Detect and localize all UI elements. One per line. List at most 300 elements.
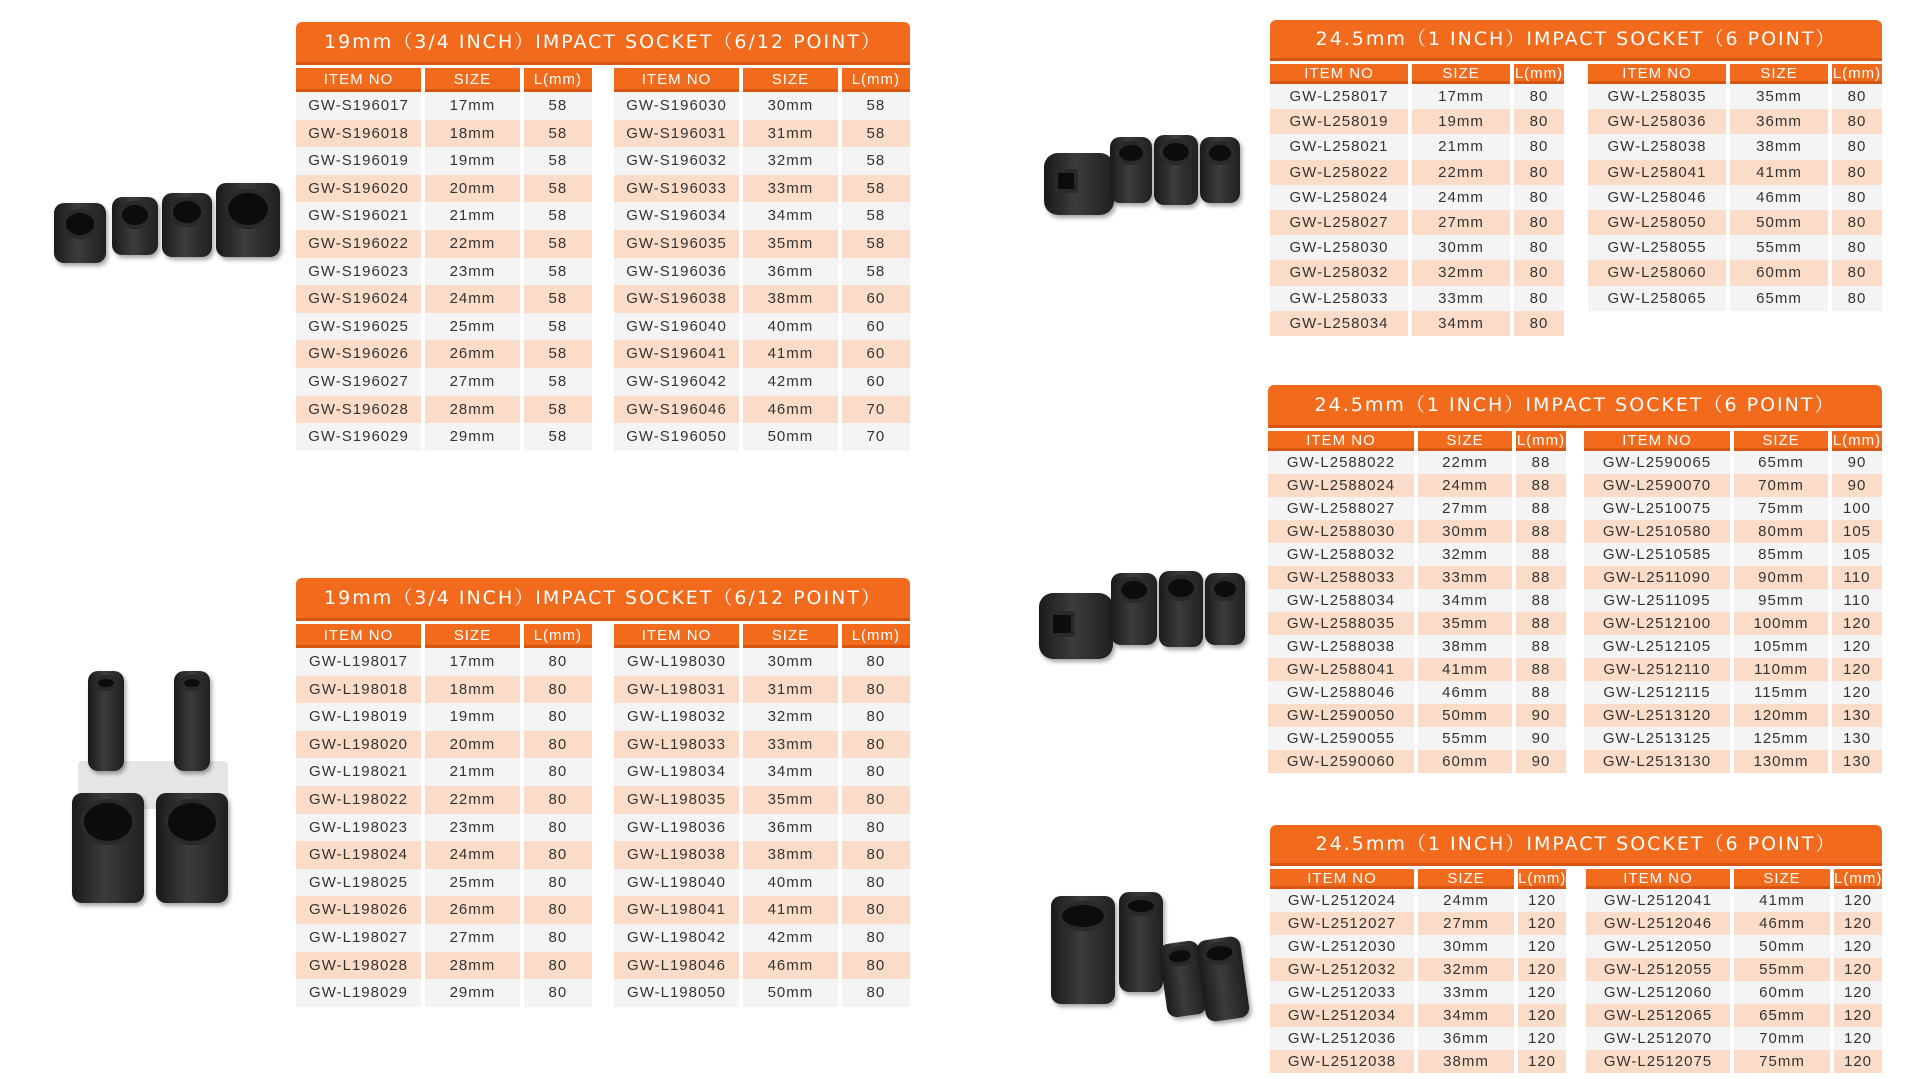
cell-size: 50mm (1730, 210, 1832, 235)
table-row (614, 814, 910, 842)
socket-hex-opening (1164, 575, 1198, 601)
table-row (1586, 912, 1882, 935)
table-row (1584, 451, 1882, 474)
cell-length: 88 (1516, 497, 1566, 520)
cell-length: 120 (1832, 658, 1882, 681)
cell-length: 110 (1832, 566, 1882, 589)
cell-length: 110 (1832, 589, 1882, 612)
cell-item-no: GW-S196042 (614, 368, 743, 396)
cell-size: 25mm (425, 313, 524, 341)
socket-image (88, 671, 124, 771)
column-header-size: SIZE (743, 624, 842, 648)
table-row (1584, 635, 1882, 658)
table-row (1268, 566, 1566, 589)
cell-item-no: GW-L258019 (1270, 109, 1412, 134)
socket-hex-opening (164, 799, 220, 845)
cell-item-no: GW-S196028 (296, 396, 425, 424)
section-title: 19mm（3/4 INCH）IMPACT SOCKET（6/12 POINT） (296, 578, 910, 618)
cell-length: 80 (524, 758, 592, 786)
column-header-length: L(mm) (1834, 870, 1883, 887)
cell-length: 88 (1516, 520, 1566, 543)
cell-item-no: GW-L198034 (614, 758, 743, 786)
cell-size: 65mm (1734, 1004, 1834, 1027)
cell-size: 32mm (1412, 260, 1514, 285)
cell-item-no: GW-L2511090 (1584, 566, 1734, 589)
cell-item-no: GW-L2512036 (1270, 1027, 1418, 1050)
cell-item-no: GW-L2512060 (1586, 981, 1734, 1004)
socket-hex-opening (80, 799, 136, 845)
cell-length: 80 (524, 952, 592, 980)
cell-size: 28mm (425, 952, 524, 980)
socket-hex-opening (1117, 577, 1151, 603)
cell-item-no: GW-L198023 (296, 814, 425, 842)
table-row (1586, 1004, 1882, 1027)
cell-item-no: GW-L2512046 (1586, 912, 1734, 935)
cell-size: 32mm (1418, 543, 1516, 566)
cell-item-no: GW-L2512034 (1270, 1004, 1418, 1027)
table-row (614, 648, 910, 676)
cell-size: 36mm (1418, 1027, 1518, 1050)
table-row (1268, 681, 1566, 704)
cell-length: 120 (1834, 935, 1882, 958)
cell-length: 80 (1514, 311, 1564, 336)
cell-size: 34mm (743, 202, 842, 230)
cell-size: 30mm (1412, 235, 1514, 260)
table-row (614, 175, 910, 203)
cell-length: 58 (524, 340, 592, 368)
cell-length: 90 (1516, 750, 1566, 773)
table-row (1270, 912, 1566, 935)
cell-item-no: GW-S196031 (614, 120, 743, 148)
cell-item-no: GW-S196040 (614, 313, 743, 341)
cell-size: 26mm (425, 340, 524, 368)
cell-item-no: GW-S196026 (296, 340, 425, 368)
cell-item-no: GW-L2512041 (1586, 889, 1734, 912)
cell-size: 32mm (743, 703, 842, 731)
cell-size: 19mm (425, 703, 524, 731)
cell-size: 100mm (1734, 612, 1832, 635)
table-header-row (614, 624, 910, 648)
table-row (1268, 497, 1566, 520)
column-header-length: L(mm) (842, 624, 910, 648)
spec-table (1270, 64, 1564, 336)
table-header-row (1268, 431, 1566, 451)
cell-item-no: GW-L2512050 (1586, 935, 1734, 958)
cell-length: 90 (1516, 704, 1566, 727)
cell-size: 26mm (425, 896, 524, 924)
cell-length: 80 (1832, 84, 1882, 109)
socket-hex-opening (62, 209, 98, 239)
cell-size: 24mm (1412, 185, 1514, 210)
cell-item-no: GW-S196041 (614, 340, 743, 368)
cell-length: 90 (1516, 727, 1566, 750)
cell-length: 120 (1518, 1027, 1566, 1050)
cell-length: 80 (842, 924, 910, 952)
cell-item-no: GW-L198042 (614, 924, 743, 952)
section-title: 24.5mm（1 INCH）IMPACT SOCKET（6 POINT） (1270, 825, 1882, 863)
cell-item-no: GW-L2588041 (1268, 658, 1418, 681)
table-row (614, 147, 910, 175)
cell-item-no: GW-L2510075 (1584, 497, 1734, 520)
cell-size: 29mm (425, 979, 524, 1007)
column-header-item: ITEM NO (1588, 64, 1730, 84)
table-row (1268, 612, 1566, 635)
cell-length: 70 (842, 396, 910, 424)
cell-size: 40mm (743, 869, 842, 897)
table-row (1270, 935, 1566, 958)
spec-section-l258 (1270, 20, 1882, 336)
cell-size: 38mm (1418, 1050, 1518, 1073)
column-header-size: SIZE (743, 68, 842, 92)
cell-item-no: GW-L2588024 (1268, 474, 1418, 497)
cell-size: 46mm (743, 952, 842, 980)
cell-length: 80 (524, 786, 592, 814)
cell-item-no: GW-L198050 (614, 979, 743, 1007)
column-header-length: L(mm) (524, 68, 592, 92)
cell-size: 60mm (1418, 750, 1516, 773)
table-row (1588, 235, 1882, 260)
cell-size: 28mm (425, 396, 524, 424)
cell-length: 80 (1514, 260, 1564, 285)
cell-length: 88 (1516, 451, 1566, 474)
section-tables (1270, 869, 1882, 1073)
cell-length: 80 (524, 979, 592, 1007)
cell-item-no: GW-S196025 (296, 313, 425, 341)
cell-item-no: GW-S196024 (296, 285, 425, 313)
cell-size: 36mm (743, 258, 842, 286)
table-row (1588, 109, 1882, 134)
cell-length: 120 (1518, 889, 1566, 912)
cell-length: 80 (842, 841, 910, 869)
table-row (296, 786, 592, 814)
table-row (1584, 704, 1882, 727)
table-row (1270, 134, 1564, 159)
table-row (1268, 451, 1566, 474)
socket-square-drive (1054, 169, 1078, 193)
table-row (1270, 260, 1564, 285)
socket-hex-opening (180, 675, 204, 691)
table-row (1584, 520, 1882, 543)
spec-table (296, 68, 592, 451)
cell-size: 35mm (1418, 612, 1516, 635)
cell-size: 30mm (1418, 935, 1518, 958)
cell-size: 130mm (1734, 750, 1832, 773)
table-header-row (1584, 431, 1882, 451)
socket-image (1044, 153, 1114, 215)
column-header-size: SIZE (1734, 869, 1834, 889)
cell-size: 33mm (1418, 981, 1518, 1004)
socket-image (162, 193, 212, 257)
cell-item-no: GW-L198022 (296, 786, 425, 814)
cell-length: 80 (1514, 84, 1564, 109)
cell-length: 88 (1516, 543, 1566, 566)
cell-item-no: GW-L2512030 (1270, 935, 1418, 958)
cell-size: 33mm (743, 731, 842, 759)
cell-item-no: GW-L2590060 (1268, 750, 1418, 773)
table-header-row (1588, 64, 1882, 84)
cell-item-no: GW-L2512032 (1270, 958, 1418, 981)
cell-length: 120 (1518, 912, 1566, 935)
cell-size: 32mm (743, 147, 842, 175)
cell-item-no: GW-S196020 (296, 175, 425, 203)
table-row (1268, 543, 1566, 566)
cell-size: 70mm (1734, 474, 1832, 497)
cell-item-no: GW-L2512075 (1586, 1050, 1734, 1073)
cell-size: 23mm (425, 814, 524, 842)
cell-size: 32mm (1418, 958, 1518, 981)
cell-length: 120 (1834, 889, 1882, 912)
cell-item-no: GW-L258021 (1270, 134, 1412, 159)
table-row (296, 676, 592, 704)
table-row (1586, 889, 1882, 912)
section-tables (1270, 64, 1882, 336)
cell-length: 70 (842, 423, 910, 451)
table-row (614, 952, 910, 980)
cell-size: 46mm (1418, 681, 1516, 704)
cell-size: 17mm (425, 92, 524, 120)
cell-item-no: GW-S196036 (614, 258, 743, 286)
socket-hex-opening (1159, 139, 1193, 165)
cell-item-no: GW-L258050 (1588, 210, 1730, 235)
table-row (1270, 1004, 1566, 1027)
cell-size: 41mm (1730, 160, 1832, 185)
table-header-row (1586, 869, 1882, 889)
cell-length: 80 (1832, 260, 1882, 285)
cell-length: 120 (1518, 958, 1566, 981)
column-header-item: ITEM NO (614, 68, 743, 92)
column-header-item: ITEM NO (1586, 869, 1734, 889)
cell-item-no: GW-L258022 (1270, 160, 1412, 185)
cell-length: 80 (1514, 210, 1564, 235)
cell-length: 80 (1514, 185, 1564, 210)
cell-length: 58 (524, 202, 592, 230)
cell-item-no: GW-S196046 (614, 396, 743, 424)
table-row (1584, 750, 1882, 773)
table-row (614, 230, 910, 258)
cell-size: 33mm (1412, 286, 1514, 311)
cell-size: 60mm (1734, 981, 1834, 1004)
cell-length: 80 (842, 758, 910, 786)
cell-length: 58 (524, 92, 592, 120)
cell-size: 46mm (1730, 185, 1832, 210)
cell-size: 19mm (1412, 109, 1514, 134)
cell-item-no: GW-L198020 (296, 731, 425, 759)
cell-size: 40mm (743, 313, 842, 341)
cell-length: 80 (524, 648, 592, 676)
spec-table (614, 624, 910, 1007)
table-row (296, 703, 592, 731)
table-row (1588, 185, 1882, 210)
table-row (1584, 543, 1882, 566)
cell-item-no: GW-L198046 (614, 952, 743, 980)
table-row (296, 92, 592, 120)
cell-item-no: GW-L198030 (614, 648, 743, 676)
table-row (1584, 497, 1882, 520)
cell-length: 120 (1834, 958, 1882, 981)
cell-size: 105mm (1734, 635, 1832, 658)
column-header-size: SIZE (1734, 431, 1832, 451)
socket-hex-opening (1201, 940, 1238, 967)
socket-image (72, 793, 144, 903)
table-row (1584, 589, 1882, 612)
cell-length: 80 (524, 841, 592, 869)
cell-length: 60 (842, 368, 910, 396)
table-row (614, 285, 910, 313)
cell-length: 120 (1834, 1027, 1882, 1050)
table-row (1270, 109, 1564, 134)
table-row (1270, 1027, 1566, 1050)
cell-item-no: GW-L198027 (296, 924, 425, 952)
cell-size: 24mm (425, 841, 524, 869)
table-row (1268, 704, 1566, 727)
cell-size: 27mm (1418, 497, 1516, 520)
cell-size: 27mm (1418, 912, 1518, 935)
socket-hex-opening (224, 189, 272, 229)
socket-hex-opening (1205, 141, 1235, 165)
cell-item-no: GW-S196035 (614, 230, 743, 258)
cell-length: 80 (524, 731, 592, 759)
table-row (1270, 185, 1564, 210)
socket-image (1200, 137, 1240, 203)
cell-item-no: GW-L198036 (614, 814, 743, 842)
column-header-length: L(mm) (1832, 65, 1882, 82)
section-title: 24.5mm（1 INCH）IMPACT SOCKET（6 POINT） (1270, 20, 1882, 58)
product-photo-short-sockets (50, 175, 285, 275)
cell-item-no: GW-L2588030 (1268, 520, 1418, 543)
table-row (1584, 681, 1882, 704)
table-row (296, 814, 592, 842)
cell-size: 65mm (1734, 451, 1832, 474)
table-header-row (1270, 869, 1566, 889)
cell-item-no: GW-L2512033 (1270, 981, 1418, 1004)
cell-length: 130 (1832, 704, 1882, 727)
section-title: 19mm（3/4 INCH）IMPACT SOCKET（6/12 POINT） (296, 22, 910, 62)
socket-image (1111, 573, 1157, 645)
cell-size: 17mm (1412, 84, 1514, 109)
cell-item-no: GW-L2511095 (1584, 589, 1734, 612)
table-row (614, 396, 910, 424)
cell-item-no: GW-L258034 (1270, 311, 1412, 336)
cell-size: 33mm (743, 175, 842, 203)
cell-item-no: GW-L2590070 (1584, 474, 1734, 497)
spec-section-l2512 (1270, 825, 1882, 1073)
table-row (614, 676, 910, 704)
cell-length: 80 (1832, 235, 1882, 260)
cell-size: 65mm (1730, 286, 1832, 311)
cell-size: 30mm (1418, 520, 1516, 543)
cell-item-no: GW-L2588035 (1268, 612, 1418, 635)
column-header-length: L(mm) (1514, 65, 1564, 82)
cell-size: 21mm (425, 758, 524, 786)
socket-image (1205, 573, 1245, 645)
cell-item-no: GW-L258017 (1270, 84, 1412, 109)
cell-length: 88 (1516, 681, 1566, 704)
cell-size: 70mm (1734, 1027, 1834, 1050)
cell-size: 21mm (425, 202, 524, 230)
cell-size: 35mm (743, 230, 842, 258)
cell-item-no: GW-L2512055 (1586, 958, 1734, 981)
cell-item-no: GW-L258032 (1270, 260, 1412, 285)
socket-hex-opening (118, 201, 152, 229)
spec-table (1588, 64, 1882, 336)
cell-size: 24mm (1418, 889, 1518, 912)
column-header-item: ITEM NO (1268, 431, 1418, 451)
table-row (1584, 727, 1882, 750)
cell-size: 18mm (425, 676, 524, 704)
cell-item-no: GW-L258055 (1588, 235, 1730, 260)
cell-length: 120 (1834, 912, 1882, 935)
table-row (296, 423, 592, 451)
table-row (614, 92, 910, 120)
cell-item-no: GW-L2513130 (1584, 750, 1734, 773)
cell-size: 90mm (1734, 566, 1832, 589)
socket-image (112, 197, 158, 255)
table-row (296, 285, 592, 313)
table-row (1270, 235, 1564, 260)
cell-size: 34mm (1412, 311, 1514, 336)
socket-square-drive (1049, 611, 1075, 637)
cell-item-no: GW-L198029 (296, 979, 425, 1007)
section-tables (1268, 431, 1882, 773)
table-row (296, 396, 592, 424)
table-row (614, 786, 910, 814)
table-row (1584, 612, 1882, 635)
column-header-size: SIZE (1418, 869, 1518, 889)
cell-size: 55mm (1734, 958, 1834, 981)
cell-length: 80 (842, 676, 910, 704)
section-tables (296, 624, 910, 1007)
spec-table (614, 68, 910, 451)
cell-length: 58 (842, 120, 910, 148)
cell-length: 80 (842, 896, 910, 924)
cell-item-no: GW-S196034 (614, 202, 743, 230)
cell-item-no: GW-L2590065 (1584, 451, 1734, 474)
cell-length: 120 (1834, 981, 1882, 1004)
table-row (296, 175, 592, 203)
cell-length: 58 (842, 92, 910, 120)
cell-item-no: GW-L258046 (1588, 185, 1730, 210)
spec-table (1268, 431, 1566, 773)
cell-size: 95mm (1734, 589, 1832, 612)
cell-item-no: GW-L2510585 (1584, 543, 1734, 566)
cell-item-no: GW-L198017 (296, 648, 425, 676)
cell-length: 88 (1516, 566, 1566, 589)
socket-image (1039, 593, 1113, 659)
cell-item-no: GW-L2512038 (1270, 1050, 1418, 1073)
cell-item-no: GW-L2588038 (1268, 635, 1418, 658)
column-header-item: ITEM NO (614, 624, 743, 648)
column-header-size: SIZE (425, 68, 524, 92)
table-row (1588, 84, 1882, 109)
cell-length: 88 (1516, 589, 1566, 612)
cell-item-no: GW-L198025 (296, 869, 425, 897)
cell-size: 60mm (1730, 260, 1832, 285)
socket-image (1159, 571, 1203, 647)
table-row (296, 979, 592, 1007)
cell-length: 80 (1832, 160, 1882, 185)
cell-length: 88 (1516, 658, 1566, 681)
cell-size: 30mm (743, 92, 842, 120)
cell-item-no: GW-L198031 (614, 676, 743, 704)
cell-length: 58 (524, 423, 592, 451)
cell-length: 80 (842, 952, 910, 980)
cell-length: 120 (1518, 935, 1566, 958)
cell-length: 58 (842, 202, 910, 230)
table-row (1270, 210, 1564, 235)
cell-item-no: GW-S196023 (296, 258, 425, 286)
table-row (1268, 474, 1566, 497)
table-row (614, 924, 910, 952)
